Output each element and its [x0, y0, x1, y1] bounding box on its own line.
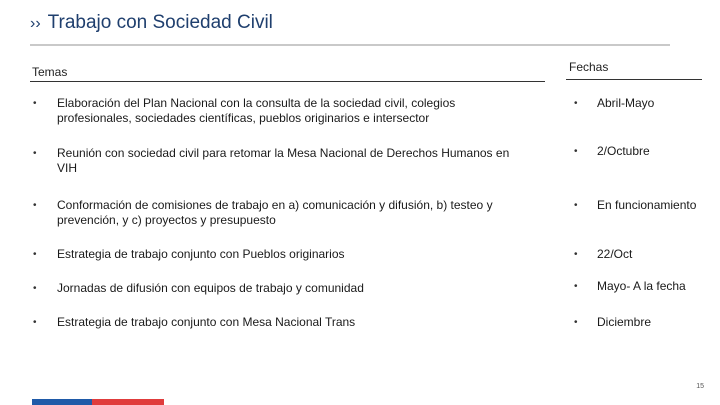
row-bullet: • — [33, 283, 37, 294]
tema-item: Estrategia de trabajo conjunto con Pueblos originarios — [57, 247, 345, 261]
title-chevron-icon: ›› — [30, 15, 41, 32]
tema-item: Estrategia de trabajo conjunto con Mesa Nacional Trans — [57, 315, 356, 329]
column-header-fechas: Fechas — [569, 60, 609, 74]
tema-item: Reunión con sociedad civil para retomar la Mesa Nacional de Derechos Humanos en VIH — [57, 146, 510, 175]
tema-item: Conformación de comisiones de trabajo en a) comunicación y difusión, b) testeo y prevención, y c) proyectos y presupuesto — [57, 198, 493, 227]
slide-title — [30, 12, 273, 34]
row-bullet: • — [574, 281, 578, 292]
column-header-temas: Temas — [32, 65, 68, 79]
tema-item: Jornadas de difusión con equipos de trabajo y comunidad — [57, 281, 364, 295]
row-bullet: • — [574, 317, 578, 328]
temas-header-rule — [30, 81, 545, 82]
row-bullet: • — [574, 200, 578, 211]
fechas-header-rule — [566, 79, 702, 80]
row-bullet: • — [574, 98, 578, 109]
page-number: 15 — [696, 383, 704, 390]
fecha-item: 2/Octubre — [597, 144, 650, 158]
fecha-item: 22/Oct — [597, 247, 633, 261]
fecha-item: Mayo- A la fecha — [597, 279, 686, 293]
footer-bar-red — [92, 399, 164, 405]
row-bullet: • — [33, 98, 37, 109]
footer-bar-blue — [32, 399, 92, 405]
title-divider — [30, 44, 670, 46]
fecha-item: Diciembre — [597, 315, 652, 329]
slide-title-text: Trabajo con Sociedad Civil — [47, 12, 273, 33]
row-bullet: • — [33, 317, 37, 328]
row-bullet: • — [574, 146, 578, 157]
row-bullet: • — [574, 249, 578, 260]
row-bullet: • — [33, 249, 37, 260]
fecha-item: Abril-Mayo — [597, 96, 655, 110]
fecha-item: En funcionamiento — [597, 198, 697, 212]
row-bullet: • — [33, 148, 37, 159]
row-bullet: • — [33, 200, 37, 211]
tema-item: Elaboración del Plan Nacional con la consulta de la sociedad civil, colegios profesionales, sociedades científicas, pueblos originarios e intersector — [57, 96, 456, 125]
